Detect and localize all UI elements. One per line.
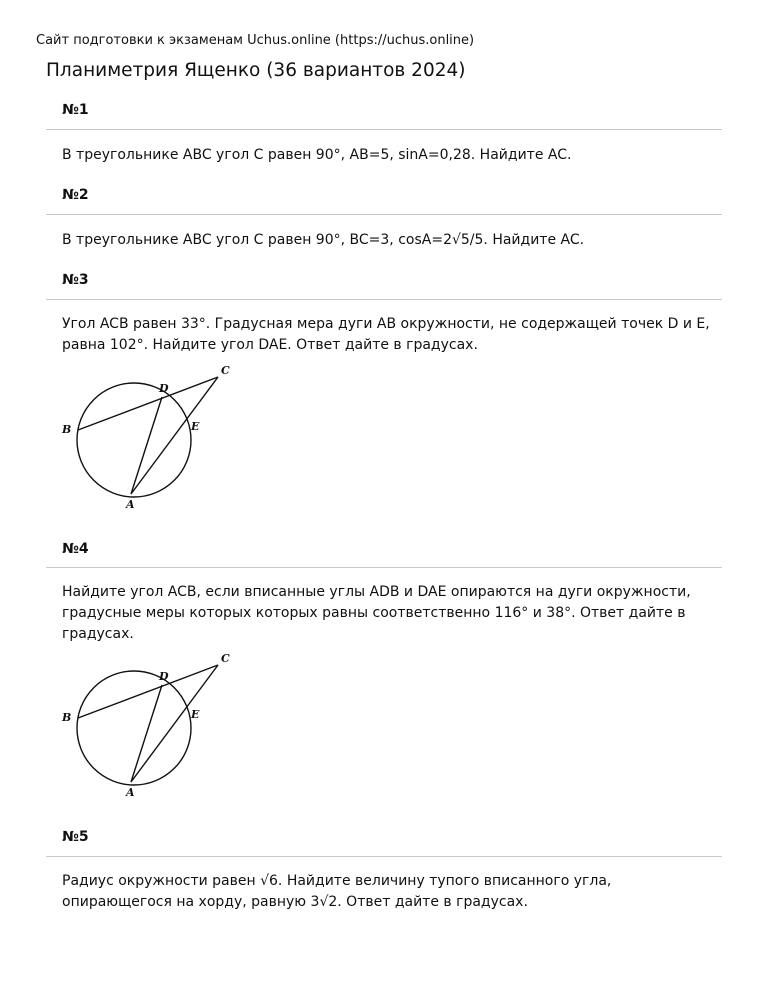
task-3-text: Угол ACB равен 33°. Градусная мера дуги AB окружности, не содержащей точек D и E, равна 102°. Найдите угол DAE. Ответ дайте в градусах. [62,316,710,353]
circle [77,671,191,785]
site-header: Сайт подготовки к экзаменам Uchus.online (https://uchus.online) [36,33,475,48]
task-4-text: Найдите угол ACB, если вписанные углы ADB и DAE опираются на дуги окружности, градусные меры которых которых равны соответственно 116° и 38°. Ответ дайте в градусах. [62,584,691,642]
task-3-divider [46,299,722,300]
task-4-divider [46,567,722,568]
task-5-label: №5 [62,829,89,845]
document-title: Планиметрия Ященко (36 вариантов 2024) [46,60,466,81]
label-a: A [126,498,135,511]
line-ac [131,377,218,494]
circle [77,383,191,497]
task-2-divider [46,214,722,215]
task-2-text: В треугольнике ABC угол C равен 90°, BC=3, cosA=2√5/5. Найдите AC. [62,232,585,248]
chord-ad [131,685,162,782]
label-d: D [159,382,169,395]
task-4-label: №4 [62,541,89,557]
task-1-divider [46,129,722,130]
line-ac [131,665,218,782]
label-c: C [221,364,230,377]
task-5-text: Радиус окружности равен √6. Найдите величину тупого вписанного угла, опирающегося на хорду, равную 3√2. Ответ дайте в градусах. [62,873,612,910]
task-4-figure [58,648,248,803]
label-e: E [191,420,200,433]
label-b: B [62,423,72,436]
task-2-label: №2 [62,187,89,203]
chord-ad [131,397,162,494]
label-d: D [159,670,169,683]
label-e: E [191,708,200,721]
task-3-label: №3 [62,272,89,288]
task-1-text: В треугольнике ABC угол C равен 90°, AB=5, sinA=0,28. Найдите AC. [62,147,572,163]
task-1-label: №1 [62,102,89,118]
task-5-divider [46,856,722,857]
label-a: A [126,786,135,799]
label-b: B [62,711,72,724]
label-c: C [221,652,230,665]
task-3-figure [58,360,248,515]
